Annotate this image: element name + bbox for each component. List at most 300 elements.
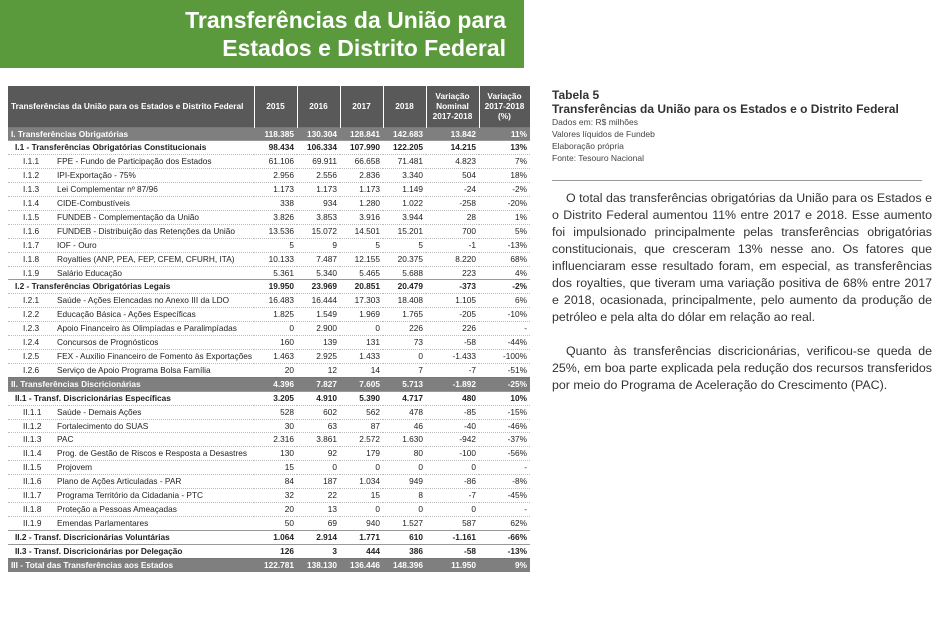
cell-value: 0 <box>254 322 297 336</box>
cell-value: 2.556 <box>297 169 340 183</box>
cell-value: 949 <box>383 475 426 489</box>
cell-value: 1.463 <box>254 350 297 364</box>
row-label <box>8 502 254 516</box>
cell-value: 73 <box>383 336 426 350</box>
cell-value: 700 <box>426 224 479 238</box>
cell-value: -40 <box>426 419 479 433</box>
cell-value: 61.106 <box>254 155 297 169</box>
cell-value: 1.765 <box>383 308 426 322</box>
cell-value: -205 <box>426 308 479 322</box>
table-unit: Dados em: R$ milhões <box>552 117 638 127</box>
row-label-text: Saúde - Ações Elencadas no Anexo III da LDO <box>57 295 230 306</box>
cell-value: 1.280 <box>340 197 383 211</box>
cell-value: 136.446 <box>340 558 383 571</box>
row-label-text: Lei Complementar nº 87/96 <box>57 184 158 195</box>
row-code: I.1.2 <box>23 170 40 181</box>
cell-value: 13.842 <box>426 127 479 141</box>
table-row <box>8 294 530 308</box>
cell-value: 4.823 <box>426 155 479 169</box>
cell-value: 226 <box>426 322 479 336</box>
cell-value: 2.572 <box>340 433 383 447</box>
cell-value: 1.173 <box>340 183 383 197</box>
row-label <box>8 127 254 141</box>
cell-value: 3.853 <box>297 210 340 224</box>
row-code: II.1.4 <box>23 448 42 459</box>
cell-value: 1% <box>479 210 530 224</box>
cell-value: 13 <box>297 502 340 516</box>
table-row <box>8 516 530 530</box>
cell-value: -58 <box>426 336 479 350</box>
row-code: I.1.5 <box>23 211 40 222</box>
cell-value: 15 <box>254 461 297 475</box>
cell-value: -8% <box>479 475 530 489</box>
cell-value: 142.683 <box>383 127 426 141</box>
body-text <box>552 190 932 411</box>
cell-value: 15.201 <box>383 224 426 238</box>
cell-value: 84 <box>254 475 297 489</box>
row-label <box>8 322 254 336</box>
table-row <box>8 405 530 419</box>
row-label <box>8 363 254 377</box>
table-row <box>8 489 530 503</box>
cell-value: 480 <box>426 391 479 405</box>
row-label <box>8 433 254 447</box>
cell-value: 3.826 <box>254 210 297 224</box>
cell-value: 14.501 <box>340 224 383 238</box>
cell-value: 0 <box>340 502 383 516</box>
cell-value: 478 <box>383 405 426 419</box>
transfers-table-container <box>8 86 530 572</box>
row-code: II.1.1 <box>23 406 42 417</box>
cell-value: 2.836 <box>340 169 383 183</box>
cell-value: 0 <box>383 350 426 364</box>
cell-value: 1.825 <box>254 308 297 322</box>
row-label-text: Projovem <box>57 462 93 473</box>
row-label <box>8 336 254 350</box>
cell-value: 4.910 <box>297 391 340 405</box>
table-row <box>8 558 530 571</box>
cell-value: 4.717 <box>383 391 426 405</box>
cell-value: 1.527 <box>383 516 426 530</box>
cell-value: -1.161 <box>426 530 479 544</box>
row-label-text: Royalties (ANP, PEA, FEP, CFEM, CFURH, ITA) <box>57 253 235 264</box>
cell-value: 71.481 <box>383 155 426 169</box>
header-2017: 2017 <box>340 86 383 127</box>
header-variacao-percent: Variação 2017-2018 (%) <box>479 86 530 127</box>
row-code: II.1.9 <box>23 517 42 528</box>
cell-value: 1.433 <box>340 350 383 364</box>
row-label-text: I. Transferências Obrigatórias <box>11 128 129 139</box>
caption-divider <box>552 180 922 181</box>
row-code: I.2.4 <box>23 337 40 348</box>
row-label <box>8 447 254 461</box>
table-row <box>8 544 530 558</box>
row-label-text: Apoio Financeiro às Olimpíadas e Paralimpíadas <box>57 323 237 334</box>
row-label-text: I.1 - Transferências Obrigatórias Constitucionais <box>15 142 207 153</box>
cell-value: 226 <box>383 322 426 336</box>
header-2018: 2018 <box>383 86 426 127</box>
cell-value: 0 <box>383 502 426 516</box>
banner-line-1: Transferências da União para <box>185 7 506 33</box>
cell-value: 3.205 <box>254 391 297 405</box>
cell-value: -24 <box>426 183 479 197</box>
cell-value: 386 <box>383 544 426 558</box>
cell-value: -58 <box>426 544 479 558</box>
cell-value: 15.072 <box>297 224 340 238</box>
row-label <box>8 280 254 294</box>
cell-value: 1.549 <box>297 308 340 322</box>
cell-value: 18.408 <box>383 294 426 308</box>
row-label-text: FPE - Fundo de Participação dos Estados <box>57 156 212 167</box>
cell-value: 87 <box>340 419 383 433</box>
row-label <box>8 183 254 197</box>
row-label <box>8 210 254 224</box>
cell-value: 602 <box>297 405 340 419</box>
cell-value: 1.173 <box>297 183 340 197</box>
cell-value: 587 <box>426 516 479 530</box>
table-note-1: Valores líquidos de Fundeb <box>552 129 655 139</box>
cell-value: 5.361 <box>254 266 297 280</box>
cell-value: 30 <box>254 419 297 433</box>
row-label <box>8 489 254 503</box>
cell-value: -86 <box>426 475 479 489</box>
cell-value: 3.340 <box>383 169 426 183</box>
cell-value: 11% <box>479 127 530 141</box>
table-row <box>8 308 530 322</box>
cell-value: 20.851 <box>340 280 383 294</box>
table-row <box>8 461 530 475</box>
row-code: I.1.6 <box>23 225 40 236</box>
row-code: I.2.5 <box>23 351 40 361</box>
cell-value: 107.990 <box>340 141 383 155</box>
cell-value: 3.944 <box>383 210 426 224</box>
cell-value: 2.900 <box>297 322 340 336</box>
cell-value: 16.483 <box>254 294 297 308</box>
row-label <box>8 391 254 405</box>
table-row <box>8 169 530 183</box>
cell-value: 12.155 <box>340 252 383 266</box>
cell-value: 3.916 <box>340 210 383 224</box>
cell-value: 5 <box>340 238 383 252</box>
cell-value: 1.022 <box>383 197 426 211</box>
cell-value: 8 <box>383 489 426 503</box>
cell-value: 1.034 <box>340 475 383 489</box>
cell-value: 15 <box>340 489 383 503</box>
cell-value: -56% <box>479 447 530 461</box>
row-label <box>8 544 254 558</box>
row-label-text: Salário Educação <box>57 267 123 278</box>
table-row <box>8 336 530 350</box>
cell-value: 16.444 <box>297 294 340 308</box>
cell-value: - <box>479 502 530 516</box>
cell-value: 160 <box>254 336 297 350</box>
table-row <box>8 475 530 489</box>
cell-value: 7.827 <box>297 377 340 391</box>
cell-value: 28 <box>426 210 479 224</box>
cell-value: 2.925 <box>297 350 340 364</box>
header-2016: 2016 <box>297 86 340 127</box>
cell-value: 80 <box>383 447 426 461</box>
cell-value: 9% <box>479 558 530 571</box>
cell-value: 444 <box>340 544 383 558</box>
cell-value: 50 <box>254 516 297 530</box>
cell-value: 179 <box>340 447 383 461</box>
cell-value: -85 <box>426 405 479 419</box>
row-code: II.1.5 <box>23 462 42 473</box>
cell-value: 92 <box>297 447 340 461</box>
row-label <box>8 197 254 211</box>
cell-value: 106.334 <box>297 141 340 155</box>
cell-value: 122.205 <box>383 141 426 155</box>
row-code: II.1.2 <box>23 420 42 431</box>
cell-value: 2.914 <box>297 530 340 544</box>
cell-value: -258 <box>426 197 479 211</box>
cell-value: 4% <box>479 266 530 280</box>
cell-value: 5.340 <box>297 266 340 280</box>
table-number: Tabela 5 <box>552 88 600 102</box>
row-label-text: Concursos de Prognósticos <box>57 337 159 348</box>
cell-value: 98.434 <box>254 141 297 155</box>
row-code: I.1.7 <box>23 239 40 250</box>
cell-value: 0 <box>340 322 383 336</box>
table-row <box>8 266 530 280</box>
cell-value: 187 <box>297 475 340 489</box>
cell-value: 69 <box>297 516 340 530</box>
cell-value: -46% <box>479 419 530 433</box>
table-row <box>8 350 530 364</box>
row-label-text: Prog. de Gestão de Riscos e Resposta a Desastres <box>57 448 248 459</box>
banner-line-2: Estados e Distrito Federal <box>222 35 506 61</box>
row-label-text: Educação Básica - Ações Específicas <box>57 309 196 320</box>
row-label-text: Plano de Ações Articuladas - PAR <box>57 476 182 487</box>
row-label <box>8 238 254 252</box>
cell-value: 5.390 <box>340 391 383 405</box>
row-code: II.1.6 <box>23 476 42 487</box>
row-code: I.1.1 <box>23 156 40 167</box>
cell-value: 4.396 <box>254 377 297 391</box>
cell-value: 138.130 <box>297 558 340 571</box>
row-code: I.1.4 <box>23 198 40 209</box>
cell-value: 32 <box>254 489 297 503</box>
row-label-text: Emendas Parlamentares <box>57 517 149 528</box>
cell-value: -1.433 <box>426 350 479 364</box>
cell-value: 223 <box>426 266 479 280</box>
cell-value: 5.713 <box>383 377 426 391</box>
row-code: II.1.7 <box>23 490 42 501</box>
cell-value: 610 <box>383 530 426 544</box>
row-label <box>8 377 254 391</box>
table-row <box>8 391 530 405</box>
row-code: I.1.3 <box>23 184 40 195</box>
cell-value: -373 <box>426 280 479 294</box>
cell-value: 20 <box>254 363 297 377</box>
table-row <box>8 433 530 447</box>
header-description: Transferências da União para os Estados e Distrito Federal <box>8 86 254 127</box>
row-code: I.1.9 <box>23 267 40 278</box>
cell-value: - <box>479 461 530 475</box>
cell-value: 126 <box>254 544 297 558</box>
row-label <box>8 405 254 419</box>
cell-value: -51% <box>479 363 530 377</box>
table-source: Fonte: Tesouro Nacional <box>552 153 644 163</box>
row-code: II.1.3 <box>23 434 42 445</box>
row-label-text: Saúde - Demais Ações <box>57 406 142 417</box>
cell-value: 10% <box>479 391 530 405</box>
cell-value: -25% <box>479 377 530 391</box>
cell-value: -2% <box>479 280 530 294</box>
cell-value: 130 <box>254 447 297 461</box>
paragraph-2: Quanto às transferências discricionárias, verificou-se queda de 25%, em boa parte explicada pela redução dos recursos transferidos por meio do Programa de Aceleração do Crescimento (PAC). <box>552 344 932 392</box>
cell-value: 20.375 <box>383 252 426 266</box>
row-label <box>8 350 254 364</box>
cell-value: 118.385 <box>254 127 297 141</box>
cell-value: 20.479 <box>383 280 426 294</box>
cell-value: 22 <box>297 489 340 503</box>
row-label <box>8 530 254 544</box>
cell-value: 69.911 <box>297 155 340 169</box>
row-label-text: PAC <box>57 434 74 445</box>
row-label <box>8 155 254 169</box>
row-label-text: II. Transferências Discricionárias <box>11 378 141 389</box>
row-label-text: Fortalecimento do SUAS <box>57 420 149 431</box>
cell-value: 130.304 <box>297 127 340 141</box>
cell-value: 0 <box>426 502 479 516</box>
cell-value: 13% <box>479 141 530 155</box>
cell-value: 1.969 <box>340 308 383 322</box>
cell-value: 5.465 <box>340 266 383 280</box>
table-row <box>8 322 530 336</box>
row-label <box>8 516 254 530</box>
paragraph-1: O total das transferências obrigatórias da União para os Estados e o Distrito Federal aumentou 11% entre 2017 e 2018. Esse aumento foi impulsionado principalmente pelas transferências obrigatórias constitucionais, que cresceram 13% nesse ano. Os fatores que influenciaram esse resultado foram, em especial, as transferências dos royalties, que tiveram uma variação positiva de 68% entre 2017 e 2018, ocasionada, principalmente, pelo aumento da produção de petróleo e pela alta do dólar em relação ao real. <box>552 191 932 324</box>
cell-value: 128.841 <box>340 127 383 141</box>
row-label-text: III - Total das Transferências aos Estados <box>11 559 174 570</box>
cell-value: -66% <box>479 530 530 544</box>
cell-value: 1.105 <box>426 294 479 308</box>
cell-value: 46 <box>383 419 426 433</box>
row-label <box>8 294 254 308</box>
row-label <box>8 252 254 266</box>
table-row <box>8 224 530 238</box>
cell-value: -13% <box>479 544 530 558</box>
header-variacao-nominal: Variação Nominal 2017-2018 <box>426 86 479 127</box>
row-code: I.2.3 <box>23 323 40 334</box>
cell-value: 19.950 <box>254 280 297 294</box>
cell-value: 62% <box>479 516 530 530</box>
cell-value: 6% <box>479 294 530 308</box>
row-label-text: Proteção a Pessoas Ameaçadas <box>57 503 177 514</box>
cell-value: 68% <box>479 252 530 266</box>
table-row <box>8 530 530 544</box>
cell-value: 528 <box>254 405 297 419</box>
cell-value: -942 <box>426 433 479 447</box>
cell-value: 63 <box>297 419 340 433</box>
cell-value: 139 <box>297 336 340 350</box>
cell-value: -44% <box>479 336 530 350</box>
cell-value: 12 <box>297 363 340 377</box>
row-label-text: II.1 - Transf. Discricionárias Específicas <box>15 392 171 403</box>
cell-value: 148.396 <box>383 558 426 571</box>
cell-value: 7.605 <box>340 377 383 391</box>
row-code: I.2.1 <box>23 295 40 306</box>
row-label-text: II.3 - Transf. Discricionárias por Delegação <box>15 545 183 556</box>
cell-value: 940 <box>340 516 383 530</box>
cell-value: -45% <box>479 489 530 503</box>
cell-value: 2.316 <box>254 433 297 447</box>
row-code: I.2.2 <box>23 309 40 320</box>
cell-value: 5 <box>383 238 426 252</box>
row-label <box>8 224 254 238</box>
cell-value: -100 <box>426 447 479 461</box>
table-row <box>8 502 530 516</box>
cell-value: 14.215 <box>426 141 479 155</box>
table-row <box>8 141 530 155</box>
cell-value: 1.630 <box>383 433 426 447</box>
header-2015: 2015 <box>254 86 297 127</box>
section-banner <box>0 0 524 68</box>
cell-value: 18% <box>479 169 530 183</box>
cell-value: -1 <box>426 238 479 252</box>
cell-value: 0 <box>383 461 426 475</box>
cell-value: 13.536 <box>254 224 297 238</box>
table-row <box>8 447 530 461</box>
cell-value: 2.956 <box>254 169 297 183</box>
table-row <box>8 197 530 211</box>
table-row <box>8 183 530 197</box>
cell-value: -100% <box>479 350 530 364</box>
table-row <box>8 155 530 169</box>
cell-value: 8.220 <box>426 252 479 266</box>
cell-value: 1.064 <box>254 530 297 544</box>
row-label-text: FEX - Auxílio Financeiro de Fomento às Exportações <box>57 351 253 361</box>
table-row <box>8 238 530 252</box>
cell-value: 20 <box>254 502 297 516</box>
table-row <box>8 363 530 377</box>
row-label-text: Programa Território da Cidadania - PTC <box>57 490 204 501</box>
table-header-row <box>8 86 530 127</box>
cell-value: 0 <box>340 461 383 475</box>
cell-value: -10% <box>479 308 530 322</box>
table-note-2: Elaboração própria <box>552 141 624 151</box>
cell-value: 23.969 <box>297 280 340 294</box>
cell-value: -2% <box>479 183 530 197</box>
cell-value: 504 <box>426 169 479 183</box>
row-label-text: Serviço de Apoio Programa Bolsa Família <box>57 364 211 375</box>
table-body <box>8 127 530 572</box>
cell-value: 338 <box>254 197 297 211</box>
table-row <box>8 419 530 433</box>
table-row <box>8 127 530 141</box>
table-caption <box>552 89 922 164</box>
transfers-table <box>8 86 531 572</box>
cell-value: 5 <box>254 238 297 252</box>
table-row <box>8 280 530 294</box>
row-label-text: FUNDEB - Distribuição das Retenções da União <box>57 225 235 236</box>
cell-value: 7 <box>383 363 426 377</box>
table-title: Transferências da União para os Estados e o Distrito Federal <box>552 102 899 116</box>
row-code: II.1.8 <box>23 503 42 514</box>
cell-value: 131 <box>340 336 383 350</box>
cell-value: -37% <box>479 433 530 447</box>
cell-value: 0 <box>426 461 479 475</box>
row-label <box>8 461 254 475</box>
row-label <box>8 308 254 322</box>
table-row <box>8 210 530 224</box>
row-label <box>8 558 254 571</box>
cell-value: 0 <box>297 461 340 475</box>
cell-value: 17.303 <box>340 294 383 308</box>
cell-value: 3 <box>297 544 340 558</box>
cell-value: 3.861 <box>297 433 340 447</box>
